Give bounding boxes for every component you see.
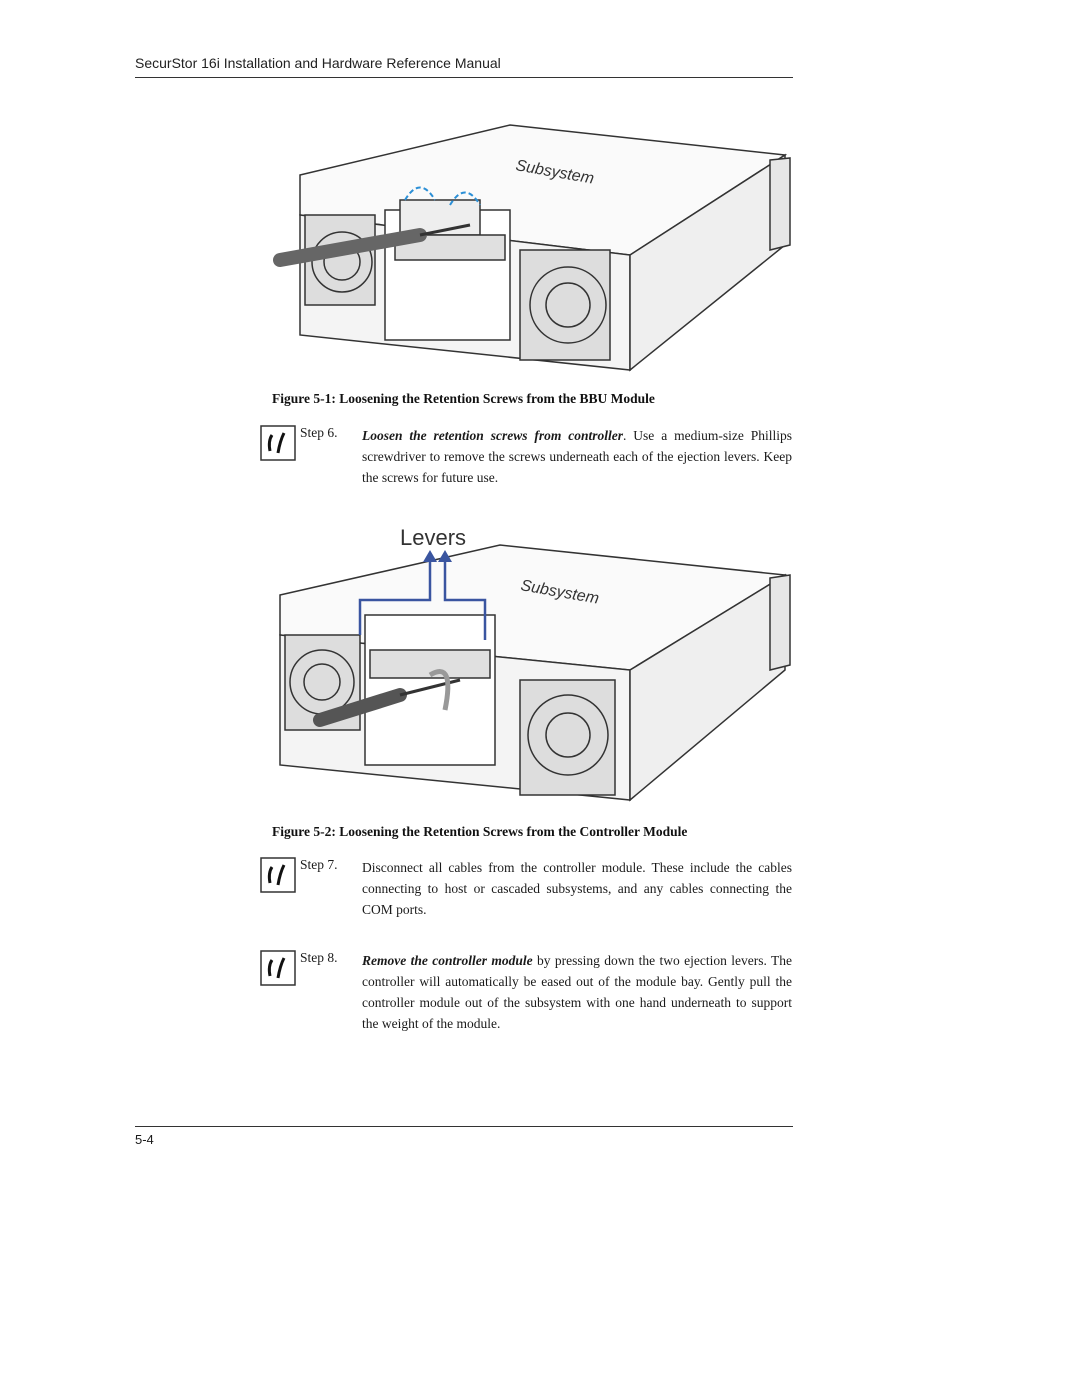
page-number: 5-4 xyxy=(135,1132,154,1147)
step-6 xyxy=(260,425,795,515)
subsystem-illustration-1 xyxy=(270,120,800,382)
step-number: Step 8. xyxy=(300,950,338,965)
subsystem-label-2: Subsystem xyxy=(519,577,601,608)
figure-bbu-module xyxy=(270,120,800,382)
page-footer xyxy=(135,1126,793,1147)
step-body: Disconnect all cables from the controller module. These include the cables connecting to host or cascaded subsystems, and any cables connecting the COM ports. xyxy=(362,860,792,917)
hand-step-icon xyxy=(260,950,296,986)
step-7 xyxy=(260,857,795,947)
figure-controller-module xyxy=(270,520,800,810)
step-number: Step 6. xyxy=(300,425,338,440)
hand-step-icon xyxy=(260,425,296,461)
step-instruction xyxy=(362,425,792,488)
step-8 xyxy=(260,950,795,1060)
page-header xyxy=(135,55,793,78)
step-number: Step 7. xyxy=(300,857,338,872)
step-body: . Use a medium-size Phillips screwdriver to remove the screws underneath each of the ejection levers. Keep the screws for future use. xyxy=(362,428,792,485)
step-lead: Loosen the retention screws from controller xyxy=(362,428,624,443)
subsystem-label-1: Subsystem xyxy=(514,157,596,188)
levers-label: Levers xyxy=(400,525,467,550)
step-body: by pressing down the two ejection levers. The controller will automatically be eased out of the module bay. Gently pull the controller module out of the subsystem with one hand underneath to support the weight of the module. xyxy=(362,953,792,1031)
step-instruction xyxy=(362,950,792,1034)
step-instruction xyxy=(362,857,792,920)
step-lead: Remove the controller module xyxy=(362,953,533,968)
hand-step-icon xyxy=(260,857,296,893)
figure-1-caption: Figure 5-1: Loosening the Retention Screws from the BBU Module xyxy=(272,391,655,406)
subsystem-illustration-2 xyxy=(270,520,800,810)
figure-2-caption: Figure 5-2: Loosening the Retention Screws from the Controller Module xyxy=(272,824,688,839)
manual-title: SecurStor 16i Installation and Hardware Reference Manual xyxy=(135,55,501,71)
